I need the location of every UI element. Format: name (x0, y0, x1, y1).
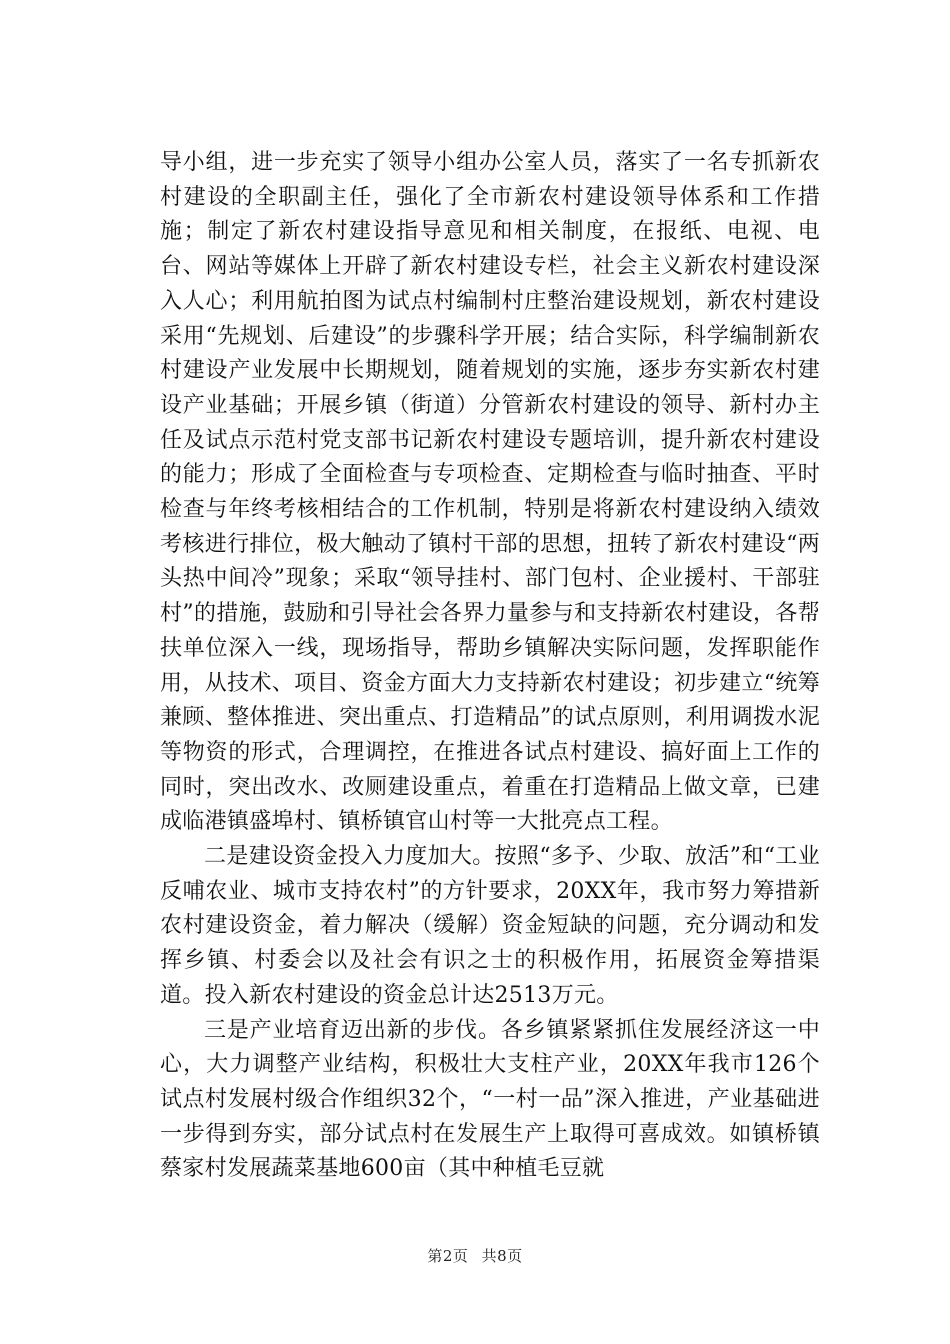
paragraph-continued: 导小组，进一步充实了领导小组办公室人员，落实了一名专抓新农村建设的全职副主任，强化了全市新农村建设领导体系和工作措施；制定了新农村建设指导意见和相关制度，在报纸、电视、电台、网站等媒体上开辟了新农村建设专栏，社会主义新农村建设深入人心；利用航拍图为试点村编制村庄整治建设规划，新农村建设采用“先规划、后建设”的步骤科学开展；结合实际，科学编制新农村建设产业发展中长期规划，随着规划的实施，逐步夯实新农村建设产业基础；开展乡镇（街道）分管新农村建设的领导、新村办主任及试点示范村党支部书记新农村建设专题培训，提升新农村建设的能力；形成了全面检查与专项检查、定期检查与临时抽查、平时检查与年终考核相结合的工作机制，特别是将新农村建设纳入绩效考核进行排位，极大触动了镇村干部的思想，扭转了新农村建设“两头热中间冷”现象；采取“领导挂村、部门包村、企业援村、干部驻村”的措施，鼓励和引导社会各界力量参与和支持新农村建设，各帮扶单位深入一线，现场指导，帮助乡镇解决实际问题，发挥职能作用，从技术、项目、资金方面大力支持新农村建设；初步建立“统筹兼顾、整体推进、突出重点、打造精品”的试点原则，利用调拨水泥等物资的形式，合理调控，在推进各试点村建设、搞好面上工作的同时，突出改水、改厕建设重点，着重在打造精品上做文章，已建成临港镇盛埠村、镇桥镇官山村等一大批亮点工程。 (160, 150, 820, 835)
page-footer (0, 1245, 950, 1266)
paragraph-industry: 三是产业培育迈出新的步伐。各乡镇紧紧抓住发展经济这一中心，大力调整产业结构，积极壮大支柱产业，20XX年我市126个试点村发展村级合作组织32个，“一村一品”深入推进，产业基础进一步得到夯实，部分试点村在发展生产上取得可喜成效。如镇桥镇蔡家村发展蔬菜基地600亩（其中种植毛豆就 (160, 1017, 820, 1182)
page-number: 第2页 (427, 1247, 469, 1265)
document-body (160, 146, 820, 1187)
page-total: 共8页 (481, 1247, 523, 1265)
paragraph-funding: 二是建设资金投入力度加大。按照“多予、少取、放活”和“工业反哺农业、城市支持农村”的方针要求，20XX年，我市努力筹措新农村建设资金，着力解决（缓解）资金短缺的问题，充分调动和发挥乡镇、村委会以及社会有识之士的积极作用，拓展资金筹措渠道。投入新农村建设的资金总计达2513万元。 (160, 844, 820, 1008)
